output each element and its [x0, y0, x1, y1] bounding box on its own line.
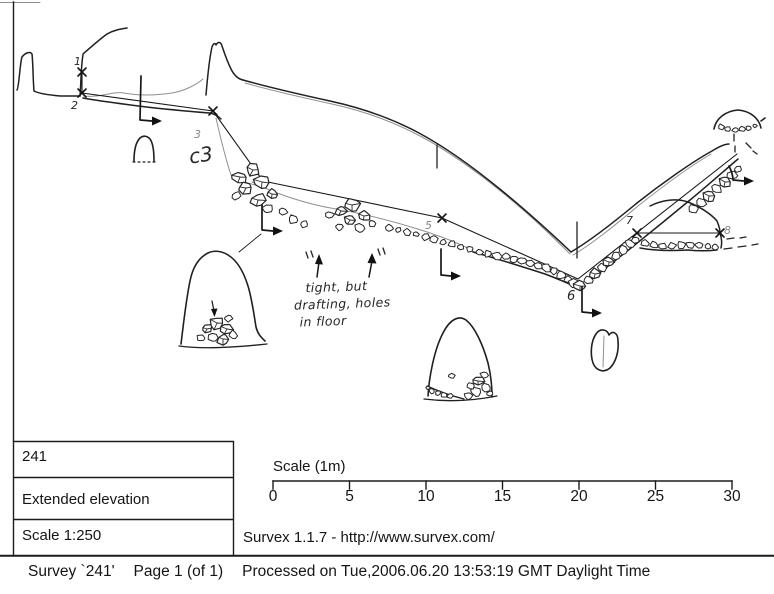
boulder [650, 241, 658, 247]
boulder [712, 184, 721, 192]
scale-tick-label: 5 [345, 488, 354, 505]
boulder [208, 333, 218, 341]
boulder [197, 335, 205, 341]
scale-tick-label: 15 [493, 488, 512, 505]
note-line: drafting, holes [293, 294, 391, 313]
boulder [476, 249, 484, 254]
note-line: tight, but [305, 278, 368, 296]
boulder [712, 244, 719, 250]
boulder [659, 243, 667, 249]
boulder [225, 315, 233, 322]
boulder [705, 243, 710, 249]
boulder [542, 264, 551, 272]
boulder [429, 389, 434, 394]
boulder [369, 221, 376, 227]
arrow-head [592, 309, 602, 318]
info-survey-name: 241 [22, 448, 48, 465]
boulder [422, 234, 430, 241]
boulder [739, 126, 745, 131]
boulder [551, 268, 558, 275]
boulder [426, 386, 430, 389]
boulder [440, 240, 446, 245]
boulder [467, 247, 473, 253]
boulder [526, 260, 535, 266]
boulder [396, 228, 401, 233]
boulder [619, 245, 627, 255]
station-label-5: 5 [425, 219, 432, 232]
boulder [732, 128, 739, 132]
arrow-head [744, 177, 754, 186]
boulder [482, 383, 490, 392]
cross-section-blob [591, 330, 618, 371]
boulder [502, 253, 510, 259]
scale-tick-label: 30 [723, 488, 741, 505]
boulder [686, 242, 694, 248]
boulder [641, 240, 649, 247]
boulder [725, 127, 731, 131]
boulder [385, 224, 393, 231]
station-label-2: 2 [71, 99, 78, 112]
boulder [491, 252, 502, 260]
boulder [746, 126, 751, 131]
info-scale-label: Scale 1:250 [22, 527, 102, 544]
boulder [355, 224, 365, 233]
scale-tick-label: 0 [268, 488, 278, 505]
boulder [336, 224, 344, 230]
station-label-8: 8 [724, 224, 731, 237]
boulder [695, 242, 703, 248]
boulder [262, 205, 272, 213]
boulder [612, 252, 620, 259]
boulder [447, 394, 453, 399]
survey-legs [82, 72, 737, 279]
boulder [449, 373, 456, 378]
cross-section-small-dome [134, 136, 154, 161]
boulder [441, 392, 447, 397]
boulder [458, 245, 464, 250]
station-label-7: 7 [626, 214, 633, 227]
draft-arrow-stems [317, 261, 372, 277]
draft-arrow-head [315, 254, 323, 265]
boulder [719, 124, 725, 130]
boulder [326, 212, 335, 218]
arrow-head [273, 227, 283, 236]
scale-tick-label: 25 [646, 488, 665, 505]
arrow-head [152, 117, 162, 126]
boulder [448, 241, 455, 247]
station-label-1: 1 [74, 55, 81, 68]
note-line: in floor [299, 312, 347, 330]
boulder [485, 250, 491, 257]
boulder [678, 242, 686, 249]
boulder [557, 271, 566, 279]
scale-tick-label: 20 [570, 488, 588, 505]
boulder [232, 192, 241, 200]
boulder [467, 383, 474, 389]
boulder [413, 232, 419, 237]
draft-arrow-head [368, 253, 377, 264]
section-ticks-and-dashes [306, 134, 758, 258]
boulder [430, 236, 438, 243]
boulder-chains [197, 124, 757, 400]
annotation-c3: c3 [187, 141, 215, 169]
station-label-6: 6 [567, 289, 576, 304]
scale-tick-label: 10 [417, 488, 435, 505]
boulder [464, 393, 473, 400]
bell-arrow-head [211, 309, 218, 318]
station-label-3: 3 [194, 128, 201, 141]
survex-credit: Survex 1.1.7 - http://www.survex.com/ [243, 529, 495, 546]
boulder [403, 228, 411, 235]
page-footer [28, 563, 650, 581]
boulder [436, 391, 441, 396]
boulder [301, 221, 308, 228]
boulder [753, 124, 757, 128]
section-leader-line [239, 234, 261, 252]
boulder [290, 215, 298, 224]
footer-processed: Processed on Tue,2006.06.20 13:53:19 GMT Daylight Time [242, 563, 651, 580]
arrow-head [451, 272, 461, 281]
boulder [631, 237, 639, 243]
footer-page: Page 1 (of 1) [133, 563, 224, 580]
boulder [279, 208, 288, 215]
passage-note [293, 276, 391, 330]
boulder [689, 205, 698, 213]
boulder [668, 242, 677, 249]
scale-bar-title: Scale (1m) [273, 458, 346, 475]
boulder [735, 166, 742, 172]
info-view-label: Extended elevation [22, 491, 150, 508]
footer-survey: Survey `241' [28, 563, 115, 580]
